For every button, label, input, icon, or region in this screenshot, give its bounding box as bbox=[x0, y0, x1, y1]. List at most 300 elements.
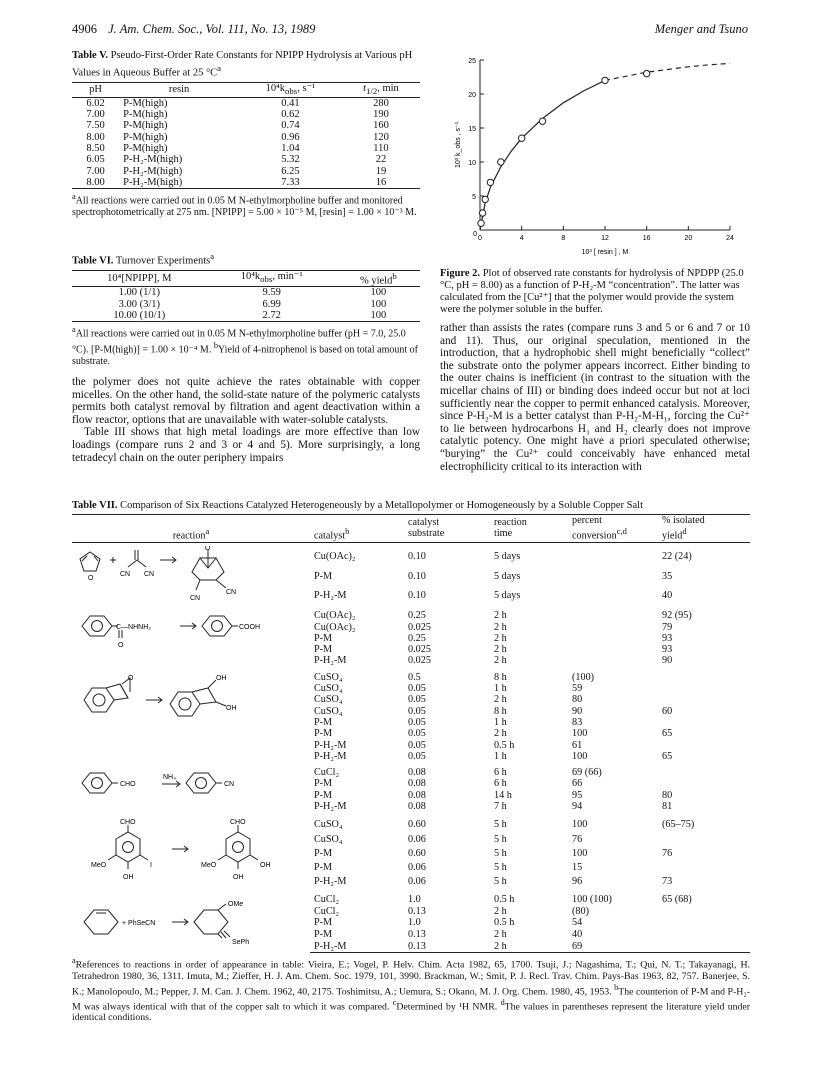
x-tick-label: 0 bbox=[478, 235, 482, 242]
cell-kobs: 0.41 bbox=[281, 97, 300, 109]
cell-ph: 6.02 bbox=[86, 97, 105, 109]
cell-catalyst: CuCl₂ bbox=[314, 905, 340, 917]
col-kobs-sub: obs bbox=[285, 85, 298, 96]
col-catalyst-mark: b bbox=[345, 526, 350, 537]
cell-time: 2 h bbox=[494, 655, 507, 667]
table-6-row bbox=[72, 287, 420, 299]
cell-catalyst: P-H₂-M bbox=[314, 801, 347, 813]
col-thalf-sub: 1/2 bbox=[366, 85, 378, 96]
cell-conversion: 66 bbox=[572, 778, 583, 790]
y-tick-label: 15 bbox=[468, 126, 476, 133]
col-yield-2: yield bbox=[662, 530, 683, 542]
cell-catalyst: Cu(OAc)₂ bbox=[314, 621, 356, 633]
table-5 bbox=[72, 50, 420, 219]
right-body-text bbox=[440, 322, 750, 473]
cell-substrate: 0.025 bbox=[408, 621, 431, 633]
cell-catalyst: P-M bbox=[314, 861, 333, 873]
col-conv-1: percent bbox=[572, 515, 602, 526]
cell-resin: P-M(high) bbox=[123, 120, 168, 132]
cell-conversion: 95 bbox=[572, 789, 583, 801]
cell-conversion: (100) bbox=[572, 671, 595, 683]
table-7-row bbox=[72, 762, 750, 778]
data-point bbox=[482, 196, 488, 202]
cell-catalyst: P-M bbox=[314, 789, 333, 801]
s3-oh1: OH bbox=[216, 674, 227, 682]
left-paragraph-2: Table III shows that high metal loadings are more effective than low loadings (compare runs 2 and 3 or 4 and 5). More surprisingly, a long tetradecyl chain on the outer periphery impairs bbox=[72, 426, 420, 464]
left-paragraph-1: the polymer does not quite achieve the rates obtainable with copper micelles. On the other hand, the solid-state nature of the polymeric catalysts permits both catalyst removal by filtration and agent deactivation within a flow reactor, options that are unavailable with water-soluble catalysts. bbox=[72, 376, 420, 426]
cell-conversion bbox=[568, 586, 658, 605]
data-point bbox=[498, 159, 504, 165]
cell-thalf: 16 bbox=[342, 177, 420, 189]
col-conversion bbox=[568, 515, 658, 543]
cell-catalyst: P-M bbox=[314, 847, 333, 859]
data-point bbox=[479, 210, 485, 216]
cell-catalyst: P-H₂-M bbox=[314, 875, 347, 887]
table-6-row bbox=[72, 299, 420, 310]
cell-substrate: 0.05 bbox=[408, 694, 426, 706]
cell-conversion: 15 bbox=[572, 861, 583, 873]
s5-meo1: MeO bbox=[91, 862, 107, 870]
cell-conversion bbox=[568, 567, 658, 586]
table-5-row bbox=[72, 177, 420, 189]
scheme-hydrazide bbox=[76, 610, 306, 650]
s4-cn: CN bbox=[224, 781, 235, 789]
table-5-footnote bbox=[72, 191, 420, 218]
cell-time: 0.5 h bbox=[494, 739, 515, 751]
col-conv-2: conversion bbox=[572, 530, 617, 542]
table-7-body bbox=[72, 542, 750, 952]
cell-catalyst: Cu(OAc)₂ bbox=[314, 610, 356, 622]
cell-catalyst: CuSO₄ bbox=[314, 833, 343, 845]
s3-oh2: OH bbox=[226, 704, 237, 712]
cell-time: 6 h bbox=[494, 778, 507, 790]
page-number: 4906 bbox=[72, 22, 97, 36]
cell-substrate: 0.13 bbox=[408, 929, 426, 941]
cell-time: 2 h bbox=[494, 632, 507, 644]
cell-conversion bbox=[568, 622, 658, 633]
cell-ph: 7.00 bbox=[86, 109, 105, 121]
cell-catalyst: CuCl₂ bbox=[314, 767, 340, 779]
cell-thalf: 160 bbox=[373, 120, 389, 132]
cell-isolated-yield bbox=[658, 740, 750, 751]
s5-oh1: OH bbox=[123, 874, 134, 882]
cell-isolated-yield: 80 bbox=[662, 789, 673, 801]
left-body-text bbox=[72, 376, 420, 464]
cell-substrate: 0.13 bbox=[408, 905, 426, 917]
table-5-body bbox=[72, 97, 420, 188]
cell-substrate: 0.08 bbox=[408, 801, 426, 813]
cell-time: 5 h bbox=[494, 875, 507, 887]
cell-thalf: 22 bbox=[375, 154, 387, 166]
cell-catalyst: CuSO₄ bbox=[314, 705, 343, 717]
data-point bbox=[602, 77, 608, 83]
cell-isolated-yield bbox=[658, 667, 750, 683]
cell-time: 5 h bbox=[494, 861, 507, 873]
col-ph: pH bbox=[72, 82, 119, 97]
cell-kobs: 0.62 bbox=[281, 109, 300, 121]
cell-isolated-yield bbox=[658, 861, 750, 875]
col-substrate-2: substrate bbox=[408, 528, 445, 540]
cell-catalyst: P-M bbox=[314, 571, 333, 583]
cell-time: 2 h bbox=[494, 728, 507, 740]
table-7-fn-d: The values in parentheses represent the literature yield under identical conditions. bbox=[72, 1001, 751, 1024]
cell-catalyst: P-M bbox=[314, 632, 333, 644]
cell-ph: 8.00 bbox=[86, 131, 105, 143]
cell-conversion: 100 bbox=[572, 819, 588, 831]
cell-catalyst: CuSO₄ bbox=[314, 683, 343, 695]
cell-catalyst: P-M bbox=[314, 716, 333, 728]
cell-isolated-yield: 22 (24) bbox=[662, 551, 692, 562]
cell-resin: P-H₂-M(high) bbox=[119, 177, 239, 189]
table-6-fn-b-mark: b bbox=[213, 341, 218, 351]
s1-o2: O bbox=[205, 545, 211, 552]
cell-npipp: 10.00 (10/1) bbox=[72, 310, 207, 322]
data-point bbox=[487, 179, 493, 185]
table-5-title: Pseudo-First-Order Rate Constants for NPIPP Hydrolysis at Various pH Values in Aqueous Buffer at 25 °C bbox=[72, 50, 413, 79]
col-substrate bbox=[404, 515, 490, 543]
x-tick-label: 8 bbox=[561, 235, 566, 242]
cell-substrate: 0.60 bbox=[408, 847, 426, 859]
cell-isolated-yield: 35 bbox=[662, 571, 673, 583]
cell-conversion: 69 bbox=[568, 941, 658, 953]
s2-right: COOH bbox=[239, 624, 260, 632]
cell-catalyst: P-H₂-M bbox=[314, 655, 347, 667]
col-kobs bbox=[239, 82, 342, 97]
reaction-scheme-cell bbox=[72, 542, 310, 605]
cell-time: 5 days bbox=[494, 590, 521, 602]
table-5-footnote-mark: a bbox=[72, 192, 76, 202]
cell-substrate: 0.025 bbox=[408, 655, 431, 667]
table-7-fn-b: The counterion of P-M and P-H₂-M was always identical with that of the copper salt to which it was compared. bbox=[72, 985, 750, 1013]
cell-thalf: 120 bbox=[373, 131, 389, 143]
table-7-grid bbox=[72, 514, 750, 953]
table-5-row bbox=[72, 120, 420, 131]
cell-catalyst: CuSO₄ bbox=[314, 694, 343, 706]
s5-oh3: OH bbox=[233, 874, 244, 882]
table-5-row bbox=[72, 97, 420, 109]
cell-conversion: 59 bbox=[572, 683, 583, 695]
col-reaction-mark: a bbox=[205, 526, 210, 537]
cell-conversion: 61 bbox=[572, 739, 583, 751]
cell-substrate: 0.25 bbox=[408, 632, 426, 644]
col-time bbox=[490, 515, 568, 543]
cell-substrate: 0.5 bbox=[408, 671, 421, 683]
col-thalf-unit: , min bbox=[377, 82, 399, 94]
cell-conversion bbox=[568, 655, 658, 666]
s1-cn4: CN bbox=[190, 594, 201, 602]
table-5-label: Table V. bbox=[72, 50, 108, 61]
cell-conversion: 40 bbox=[572, 929, 583, 941]
cell-isolated-yield: 76 bbox=[662, 847, 673, 859]
header-left bbox=[72, 22, 315, 38]
cell-isolated-yield: 65 (68) bbox=[662, 893, 692, 905]
cell-catalyst: P-H₂-M bbox=[314, 590, 347, 602]
table-6-label: Table VI. bbox=[72, 255, 114, 267]
cell-time: 2 h bbox=[494, 610, 507, 622]
col-catalyst-text: catalyst bbox=[314, 530, 346, 542]
cell-isolated-yield: 93 bbox=[662, 632, 673, 644]
cell-conversion bbox=[568, 633, 658, 644]
header-authors: Menger and Tsuno bbox=[654, 22, 748, 36]
col-thalf-t: t bbox=[363, 82, 367, 94]
col-reaction bbox=[72, 515, 310, 543]
cell-time: 0.5 h bbox=[494, 893, 515, 905]
cell-isolated-yield: (65–75) bbox=[662, 819, 695, 831]
cell-ph: 7.50 bbox=[86, 120, 105, 132]
col-substrate-1: catalyst bbox=[408, 517, 440, 529]
s4-cho: CHO bbox=[120, 781, 136, 789]
col-kobs-unit: , s⁻¹ bbox=[297, 82, 316, 94]
cell-isolated-yield: 81 bbox=[662, 801, 673, 813]
table-5-header-row bbox=[72, 82, 420, 97]
cell-kobs: 0.74 bbox=[281, 120, 300, 132]
table-7-fn-c: Determined by ¹H NMR. bbox=[396, 1001, 498, 1013]
table-7-header-row bbox=[72, 515, 750, 543]
cell-ph: 6.05 bbox=[86, 154, 105, 166]
cell-conversion bbox=[568, 542, 658, 567]
cell-kobs: 6.25 bbox=[281, 165, 300, 177]
cell-isolated-yield: 90 bbox=[662, 655, 673, 667]
cell-conversion: 80 bbox=[572, 694, 583, 706]
cell-substrate: 0.025 bbox=[408, 644, 431, 656]
scheme-selenation bbox=[76, 894, 306, 950]
cell-substrate: 1.0 bbox=[408, 917, 421, 929]
cell-kobs: 1.04 bbox=[281, 143, 300, 155]
figure-2-caption-text: Plot of observed rate constants for hydrolysis of NPDPP (25.0 °C, pH = 8.00) as a function of P-H₂-M “concentration”. The latter was calculated from the [Cu²⁺] that the polymer would provide the system were the polymer soluble in the buffer. bbox=[440, 268, 744, 315]
cell-time: 1 h bbox=[494, 750, 507, 762]
table-7-caption bbox=[72, 500, 750, 512]
scheme-vanillin bbox=[76, 817, 306, 885]
cell-substrate: 0.06 bbox=[408, 833, 426, 845]
cell-catalyst: CuSO₄ bbox=[314, 671, 343, 683]
cell-thalf: 19 bbox=[375, 165, 387, 177]
table-6-footnote bbox=[72, 324, 420, 367]
cell-substrate: 0.05 bbox=[408, 739, 426, 751]
cell-kobs-min: 2.72 bbox=[207, 310, 337, 322]
table-5-caption bbox=[72, 50, 420, 80]
table-6-body bbox=[72, 287, 420, 322]
cell-time: 7 h bbox=[494, 801, 507, 813]
cell-catalyst: P-M bbox=[314, 929, 333, 941]
s5-meo2: MeO bbox=[201, 862, 217, 870]
fit-curve-solid bbox=[480, 80, 605, 230]
col-yield7-mark: d bbox=[682, 526, 687, 537]
cell-time: 5 days bbox=[494, 551, 521, 562]
cell-substrate: 0.08 bbox=[408, 789, 426, 801]
cell-time: 5 days bbox=[494, 571, 521, 583]
cell-resin: P-M(high) bbox=[123, 109, 168, 121]
cell-time: 2 h bbox=[494, 694, 507, 706]
cell-isolated-yield bbox=[658, 929, 750, 941]
cell-time: 2 h bbox=[494, 621, 507, 633]
col-time-1: reaction bbox=[494, 517, 527, 529]
col-resin: resin bbox=[119, 82, 239, 97]
x-tick-label: 16 bbox=[642, 235, 651, 242]
cell-conversion bbox=[568, 644, 658, 655]
cell-time: 6 h bbox=[494, 767, 507, 779]
cell-substrate: 0.60 bbox=[408, 819, 426, 831]
y-tick-label: 25 bbox=[468, 58, 476, 65]
col-yield-mark: b bbox=[392, 270, 397, 281]
cell-isolated-yield bbox=[658, 833, 750, 847]
cell-catalyst: P-M bbox=[314, 917, 333, 929]
s6-ome: OMe bbox=[228, 900, 244, 908]
table-6-caption bbox=[72, 250, 420, 268]
col-thalf bbox=[342, 82, 420, 97]
cell-catalyst: P-H₂-M bbox=[310, 941, 404, 953]
s2-left: C—NHNH₂ bbox=[116, 624, 151, 632]
reaction-scheme-cell bbox=[72, 762, 310, 812]
col-catalyst bbox=[310, 515, 404, 543]
cell-substrate: 0.05 bbox=[408, 728, 426, 740]
cell-time: 8 h bbox=[494, 705, 507, 717]
journal-volume: Vol. 111, No. 13, 1989 bbox=[205, 22, 316, 36]
journal-name: J. Am. Chem. Soc., bbox=[108, 22, 203, 36]
scheme-diels-alder bbox=[76, 546, 306, 602]
table-5-grid bbox=[72, 82, 420, 190]
cell-conversion: 90 bbox=[572, 705, 583, 717]
table-6-row bbox=[72, 310, 420, 322]
data-point bbox=[478, 220, 484, 226]
cell-time: 5 h bbox=[494, 833, 507, 845]
cell-isolated-yield: 65 bbox=[662, 750, 673, 762]
cell-catalyst: Cu(OAc)₂ bbox=[314, 551, 356, 562]
cell-substrate: 0.05 bbox=[408, 750, 426, 762]
y-tick-label: 20 bbox=[468, 92, 476, 99]
cell-catalyst: P-M bbox=[314, 778, 333, 790]
cell-substrate: 0.10 bbox=[408, 590, 426, 602]
y-axis-label: 10³ k_obs , s⁻¹ bbox=[455, 121, 462, 169]
s6-reagent: + PhSeCN bbox=[122, 919, 156, 927]
y-tick-label: 5 bbox=[472, 194, 476, 201]
cell-conversion: 100 bbox=[572, 847, 588, 859]
cell-time: 5 h bbox=[494, 847, 507, 859]
table-7-fn-a: References to reactions in order of appearance in table: Vieira, E.; Vogel, P. Helv. Chim. Acta 1982, 65, 1700. Tsuji, J.; Nagashima, T.; Qui, N. T.; Takayanagi, H. Tetrahedron 1980, 36, 1311. Imuta, M.; Zieffer, H. J. Am. Chem. Soc. 1979, 101, 3990. Brackman, W.; Smit, P. J. Recl. Trav. Chim. Pays-Bas 1963, 82, 757. Banerjee, S. K.; Manolopoulo, M.; Pepper, J. M. Can. J. Chem. 1962, 40, 2175. Toshimitsu, A.; Uemura, S.; Okano, M. J. Org. Chem. 1980, 45, 1953. bbox=[72, 959, 750, 997]
cell-npipp: 1.00 (1/1) bbox=[118, 287, 161, 299]
y-origin-label: 0 bbox=[473, 231, 477, 238]
col-kobs-min-k: 10⁴k bbox=[240, 271, 261, 283]
cell-conversion: 69 (66) bbox=[572, 767, 602, 779]
cell-kobs-min: 9.59 bbox=[262, 287, 281, 299]
cell-thalf: 190 bbox=[373, 109, 389, 121]
cell-conversion bbox=[568, 605, 658, 621]
cell-conversion: 100 (100) bbox=[572, 893, 612, 905]
cell-substrate: 0.08 bbox=[408, 778, 426, 790]
cell-ph: 8.50 bbox=[86, 143, 105, 155]
scheme-aldehyde-nitrile bbox=[76, 767, 306, 801]
cell-catalyst: CuCl₂ bbox=[314, 893, 340, 905]
cell-time: 2 h bbox=[494, 905, 507, 917]
figure-2-label: Figure 2. bbox=[440, 268, 481, 279]
figure-2 bbox=[440, 46, 750, 266]
s5-i: I bbox=[150, 862, 152, 870]
table-5-title-mark: a bbox=[217, 63, 222, 73]
table-6-fn-a: All reactions were carried out in 0.05 M N-ethylmorpholine buffer (pH = 7.0, 25.0 °C). [P-M(high)] = 1.00 × 10⁻⁴ M. bbox=[72, 328, 406, 356]
cell-time: 5 h bbox=[494, 819, 507, 831]
x-axis-label: 10³ [ resin ] , M bbox=[581, 249, 629, 256]
col-kobs-k: 10⁴k bbox=[265, 82, 286, 94]
cell-time: 14 h bbox=[494, 789, 512, 801]
cell-conversion: 76 bbox=[572, 833, 583, 845]
x-tick-label: 20 bbox=[684, 235, 693, 242]
cell-substrate: 0.05 bbox=[408, 716, 426, 728]
running-header bbox=[72, 22, 748, 38]
table-7-row bbox=[72, 605, 750, 621]
cell-conversion: 96 bbox=[572, 875, 583, 887]
table-5-row bbox=[72, 143, 420, 154]
cell-conversion: (80) bbox=[572, 905, 589, 917]
table-6-title-mark: a bbox=[210, 251, 215, 261]
cell-isolated-yield: 60 bbox=[662, 705, 673, 717]
table-7-fn-b-mark: b bbox=[614, 982, 619, 992]
cell-yield: 100 bbox=[370, 298, 387, 310]
cell-catalyst: P-M bbox=[314, 644, 333, 656]
x-tick-label: 4 bbox=[519, 235, 524, 242]
cell-conversion: 54 bbox=[572, 917, 583, 929]
col-reaction-text: reaction bbox=[172, 530, 206, 542]
s1-cn3: CN bbox=[226, 588, 237, 596]
reaction-scheme-cell bbox=[72, 667, 310, 762]
cell-isolated-yield bbox=[658, 762, 750, 778]
cell-isolated-yield bbox=[658, 917, 750, 929]
reaction-scheme-cell bbox=[72, 889, 310, 953]
table-7-row bbox=[72, 812, 750, 832]
cell-catalyst: P-H₂-M bbox=[314, 739, 347, 751]
col-kobs-min-sub: obs bbox=[260, 274, 273, 285]
table-6 bbox=[72, 250, 420, 367]
fit-curve-dashed bbox=[605, 63, 730, 80]
y-tick-label: 10 bbox=[468, 160, 476, 167]
s6-seph: SePh bbox=[232, 938, 250, 946]
cell-conversion: 94 bbox=[572, 801, 583, 813]
data-point bbox=[518, 135, 524, 141]
col-npipp: 10⁴[NPIPP], M bbox=[72, 270, 207, 287]
s1-cn1: CN bbox=[120, 570, 131, 578]
col-time-2: time bbox=[494, 528, 513, 540]
figure-2-plot bbox=[440, 46, 750, 266]
cell-kobs-min: 6.99 bbox=[262, 298, 281, 310]
col-yield-1: % isolated bbox=[662, 515, 705, 526]
cell-npipp: 3.00 (3/1) bbox=[118, 298, 161, 310]
s3-o: O bbox=[128, 674, 134, 682]
cell-substrate: 0.06 bbox=[408, 861, 426, 873]
cell-yield: 100 bbox=[337, 310, 420, 322]
cell-substrate: 0.10 bbox=[408, 551, 426, 562]
cell-kobs: 7.33 bbox=[239, 177, 342, 189]
cell-substrate: 1.0 bbox=[408, 893, 421, 905]
cell-substrate: 0.08 bbox=[408, 767, 426, 779]
cell-resin: P-M(high) bbox=[123, 97, 168, 109]
cell-resin: P-M(high) bbox=[123, 143, 168, 155]
table-7-fn-a-mark: a bbox=[72, 956, 76, 966]
table-5-row bbox=[72, 132, 420, 143]
data-point bbox=[539, 118, 545, 124]
col-isolated-yield bbox=[658, 515, 750, 543]
cell-isolated-yield bbox=[658, 778, 750, 789]
cell-isolated-yield bbox=[658, 906, 750, 918]
cell-isolated-yield bbox=[658, 717, 750, 728]
table-7-fn-c-mark: c bbox=[392, 997, 397, 1007]
cell-ph: 7.00 bbox=[86, 165, 105, 177]
figure-2-caption bbox=[440, 268, 750, 316]
table-6-grid bbox=[72, 270, 420, 323]
cell-catalyst: CuSO₄ bbox=[314, 819, 343, 831]
scheme-epoxide-opening bbox=[76, 672, 306, 728]
cell-time: 2 h bbox=[494, 644, 507, 656]
cell-substrate: 0.05 bbox=[408, 705, 426, 717]
cell-conversion: 100 bbox=[572, 728, 588, 740]
table-6-fn-a-mark: a bbox=[72, 325, 76, 335]
